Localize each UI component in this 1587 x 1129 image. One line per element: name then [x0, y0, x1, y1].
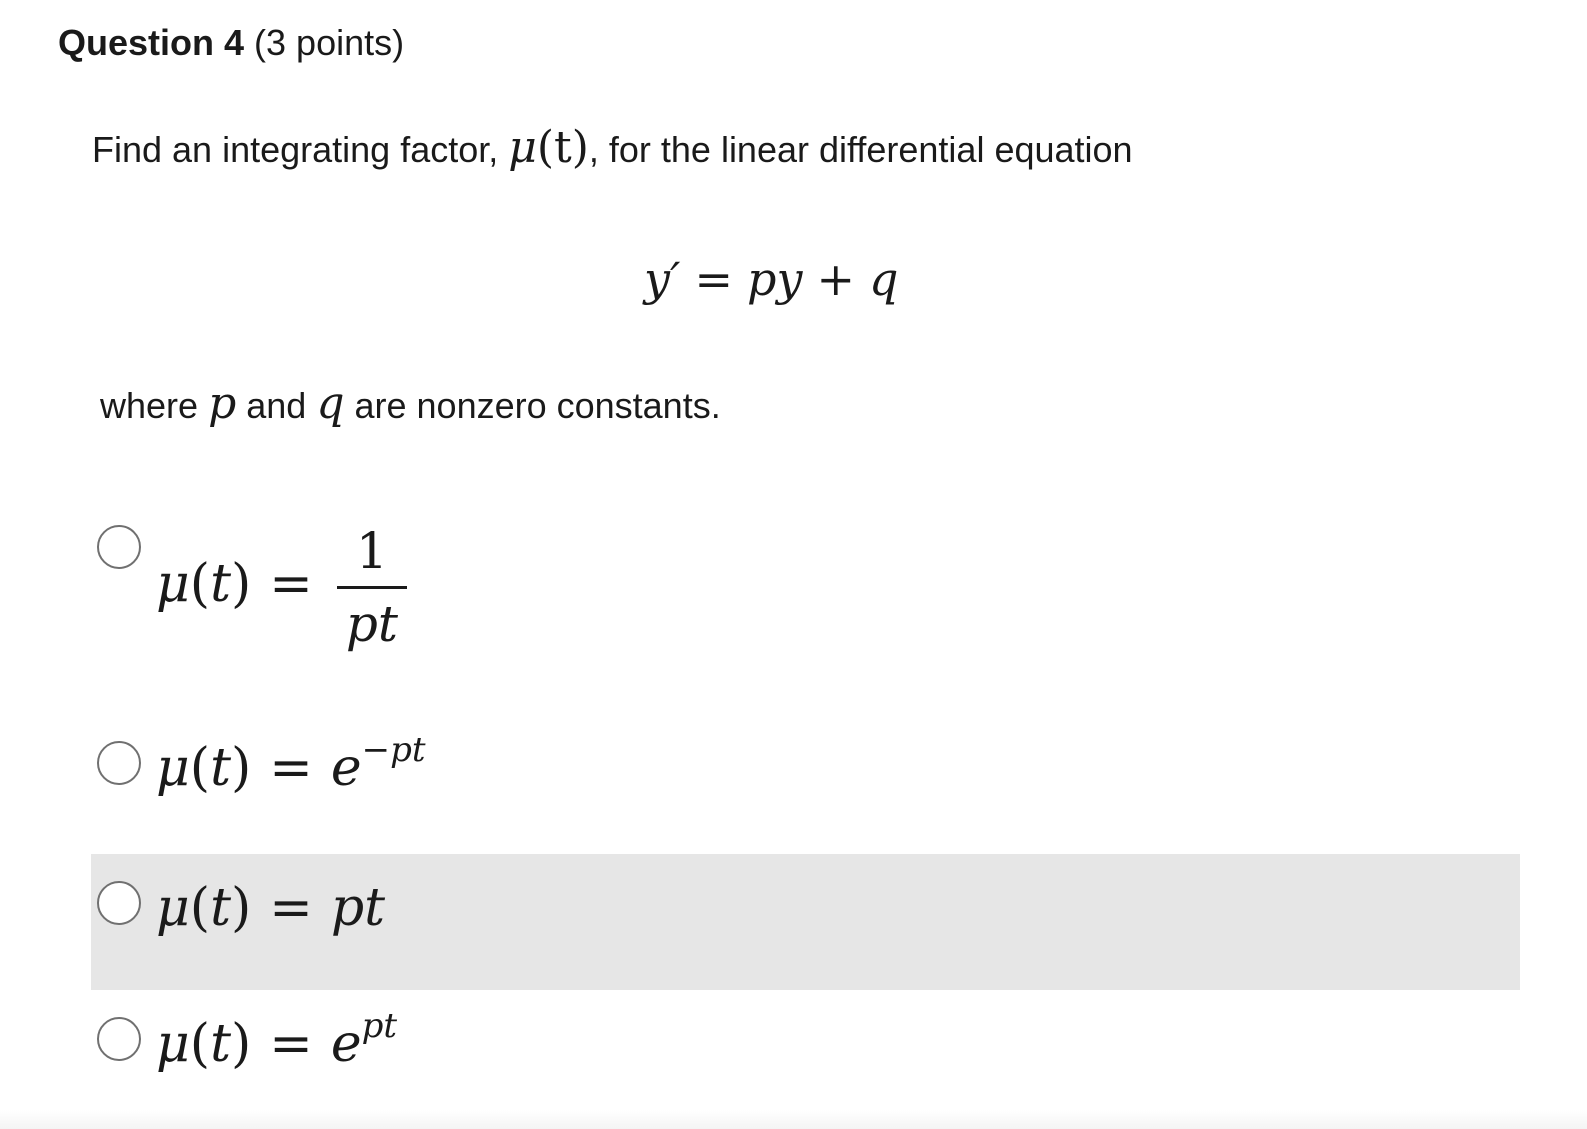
option-3-radio[interactable]: [97, 881, 141, 925]
option-1-open-paren: (: [189, 554, 211, 614]
option-1-numerator: 1: [355, 522, 388, 580]
option-3-label[interactable]: [156, 878, 385, 938]
option-1-t: t: [210, 554, 231, 614]
option-1-fraction-bar: [337, 586, 407, 589]
equation-plus: +: [816, 252, 855, 306]
option-2-t: t: [210, 738, 231, 798]
prompt-text-before: Find an integrating factor,: [92, 129, 509, 170]
option-3-mu: μ: [156, 878, 190, 938]
option-4-label[interactable]: [156, 1006, 398, 1074]
option-1-label[interactable]: [156, 522, 407, 653]
where-text-3: are nonzero constants.: [344, 385, 721, 426]
option-2-open-paren: (: [189, 738, 211, 798]
option-2-label[interactable]: [156, 730, 426, 798]
option-3-open-paren: (: [189, 878, 211, 938]
option-4-radio[interactable]: [97, 1017, 141, 1061]
prompt-mu-symbol: μ: [508, 122, 537, 173]
equation-q: q: [868, 252, 899, 306]
option-1-close-paren: ): [231, 554, 252, 614]
where-p: p: [208, 378, 237, 429]
option-1-mu: μ: [156, 554, 190, 614]
option-4-base: e: [330, 1014, 362, 1074]
option-4-equals: =: [269, 1014, 313, 1074]
option-3-rhs: pt: [330, 878, 386, 938]
option-4-open-paren: (: [189, 1014, 211, 1074]
where-q: q: [316, 378, 345, 429]
prompt-text-after: , for the linear differential equation: [588, 129, 1133, 170]
option-4-exponent: pt: [361, 1006, 398, 1046]
option-4-mu: μ: [156, 1014, 190, 1074]
option-2-close-paren: ): [231, 738, 252, 798]
prompt-mu-argument: (t): [536, 122, 589, 173]
where-text-1: where: [100, 385, 209, 426]
option-3-close-paren: ): [231, 878, 252, 938]
equation-lhs: y′: [644, 252, 681, 306]
option-2-base: e: [330, 738, 362, 798]
option-2-radio[interactable]: [97, 741, 141, 785]
option-3-equals: =: [269, 878, 313, 938]
option-1-equals: =: [269, 554, 313, 614]
constants-note: [100, 378, 721, 429]
option-1-radio[interactable]: [97, 525, 141, 569]
question-points: (3 points): [254, 22, 405, 63]
option-4-t: t: [210, 1014, 231, 1074]
option-2-equals: =: [269, 738, 313, 798]
option-1-denominator: pt: [345, 595, 398, 653]
option-2-mu: μ: [156, 738, 190, 798]
differential-equation: [644, 252, 898, 306]
bottom-shadow: [0, 1110, 1587, 1129]
question-prompt: [92, 122, 1133, 173]
equation-p: p: [746, 252, 777, 306]
question-header: [58, 22, 404, 64]
option-2-exponent: −pt: [361, 730, 426, 770]
question-number: Question 4: [58, 22, 245, 63]
equation-y: y: [776, 252, 803, 306]
option-4-close-paren: ): [231, 1014, 252, 1074]
equation-equals: =: [694, 252, 733, 306]
prompt-mu: [508, 122, 589, 173]
option-3-t: t: [210, 878, 231, 938]
option-1-fraction: [337, 522, 407, 653]
where-text-2: and: [236, 385, 317, 426]
